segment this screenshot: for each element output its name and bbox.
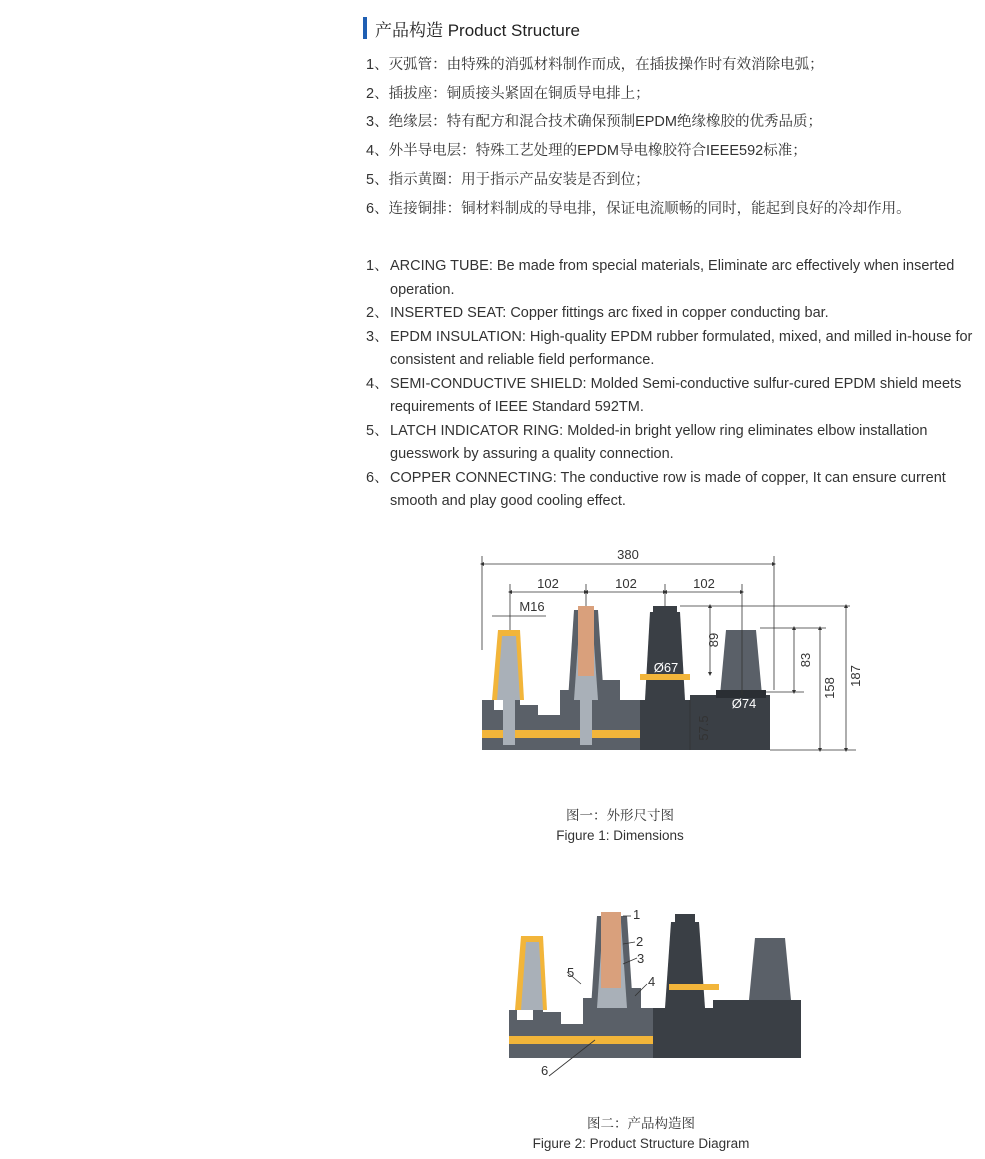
figure2-caption-en: Figure 2: Product Structure Diagram — [532, 1136, 750, 1151]
figure1-caption-cn: 图一：外形尺寸图 — [566, 808, 674, 823]
en-list-item — [366, 373, 976, 420]
cn-list-item — [366, 195, 981, 224]
cn-list-item — [366, 51, 981, 80]
figure1-caption-en: Figure 1: Dimensions — [556, 828, 684, 843]
callout-6: 6 — [541, 1063, 549, 1078]
item-number: 1、 — [366, 258, 389, 274]
item-number: 5、 — [366, 422, 389, 439]
item-text: SEMI-CONDUCTIVE SHIELD: Molded Semi-conductive sulfur-cured EPDM shield meets requirements of IEEE Standard 592TM. — [390, 375, 962, 415]
cn-list-item — [366, 137, 981, 166]
figure2-structure-drawing — [505, 900, 805, 1085]
item-text: 连接铜排：铜材料制成的导电排，保证电流顺畅的同时，能起到良好的冷却作用。 — [388, 200, 911, 217]
item-text: 指示黄圈：用于指示产品安装是否到位； — [388, 171, 650, 188]
en-list-item — [366, 420, 976, 467]
cn-feature-list — [366, 51, 981, 223]
item-number: 3、 — [366, 114, 389, 131]
section-header — [363, 16, 580, 40]
section-title: 产品构造 Product Structure — [375, 20, 581, 40]
dim-h57: 57.5 — [696, 715, 711, 741]
dim-thread: M16 — [519, 599, 545, 614]
callout-5: 5 — [567, 965, 575, 980]
en-list-item — [366, 326, 976, 373]
item-number: 6、 — [366, 200, 389, 217]
item-number: 6、 — [366, 469, 389, 486]
title-accent-bar — [363, 17, 367, 39]
copper-contact — [578, 606, 594, 676]
item-text: 灭弧管：由特殊的消弧材料制作而成，在插拔操作时有效消除电弧； — [388, 57, 824, 73]
product-body — [482, 606, 770, 750]
item-number: 2、 — [366, 305, 389, 321]
dim-dia-1: Ø67 — [653, 660, 679, 675]
en-feature-list — [366, 255, 976, 514]
cn-list-item — [366, 108, 981, 137]
item-text: LATCH INDICATOR RING: Molded-in bright yellow ring eliminates elbow installation guesswork by assuring a quality connection. — [390, 422, 928, 462]
dim-pitch-1: 102 — [537, 576, 559, 591]
item-number: 5、 — [366, 171, 389, 188]
callout-4: 4 — [648, 974, 656, 989]
item-number: 1、 — [366, 57, 389, 73]
item-text: COPPER CONNECTING: The conductive row is made of copper, It can ensure current smooth and play good cooling effect. — [390, 469, 946, 509]
callout-2: 2 — [636, 934, 644, 949]
en-list-item — [366, 302, 976, 326]
figure1-dimensions-drawing — [470, 540, 870, 760]
item-number: 4、 — [366, 143, 389, 160]
item-text: ARCING TUBE: Be made from special materials, Eliminate arc effectively when inserted operation. — [390, 258, 955, 298]
dim-dia-2: Ø74 — [731, 696, 757, 711]
item-number: 4、 — [366, 375, 389, 392]
cn-list-item — [366, 166, 981, 195]
dim-h89: 89 — [706, 632, 721, 648]
item-number: 3、 — [366, 328, 389, 345]
dim-total-width: 380 — [617, 547, 639, 562]
dim-h187: 187 — [848, 665, 863, 687]
en-list-item — [366, 467, 976, 514]
dim-pitch-3: 102 — [693, 576, 715, 591]
item-text: 外半导电层：特殊工艺处理的EPDM导电橡胶符合IEEE592标准； — [388, 143, 807, 160]
dim-pitch-2: 102 — [615, 576, 637, 591]
cn-list-item — [366, 80, 981, 109]
item-text: INSERTED SEAT: Copper fittings arc fixed in copper conducting bar. — [390, 305, 829, 321]
callout-3: 3 — [637, 951, 645, 966]
item-text: 插拔座：铜质接头紧固在铜质导电排上； — [388, 85, 650, 102]
figure2-caption-cn: 图二：产品构造图 — [587, 1116, 695, 1131]
dim-h158: 158 — [822, 677, 837, 699]
item-text: EPDM INSULATION: High-quality EPDM rubber formulated, mixed, and milled in-house for consistent and reliable field performance. — [390, 328, 973, 368]
item-text: 绝缘层：特有配方和混合技术确保预制EPDM绝缘橡胶的优秀品质； — [388, 114, 822, 131]
item-number: 2、 — [366, 85, 389, 102]
dim-h83: 83 — [798, 652, 813, 668]
callout-1: 1 — [633, 907, 641, 922]
en-list-item — [366, 255, 976, 302]
